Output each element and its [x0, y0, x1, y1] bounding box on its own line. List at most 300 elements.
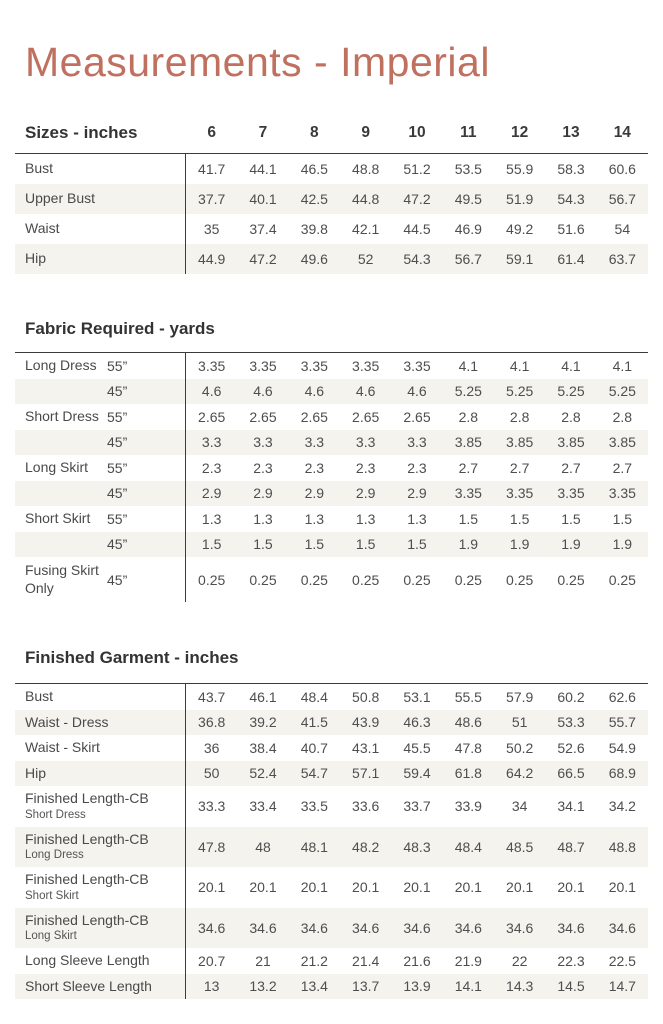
size-column-header: 13 — [562, 124, 580, 142]
row-values — [185, 974, 648, 1000]
value-cell: 5.25 — [506, 383, 534, 400]
value-cell: 2.9 — [253, 485, 273, 502]
value-cell: 1.5 — [201, 536, 222, 553]
row-label-cell — [15, 455, 107, 481]
value-cell: 1.9 — [509, 536, 530, 553]
value-cell: 14.7 — [608, 978, 636, 995]
value-cell: 2.3 — [201, 459, 222, 476]
value-cell: 2.7 — [612, 459, 633, 476]
value-cell: 4.6 — [407, 383, 427, 400]
value-cell: 51 — [511, 714, 528, 731]
value-cell: 3.35 — [506, 485, 534, 502]
value-cell: 48.4 — [454, 838, 482, 855]
value-cell: 55.9 — [506, 161, 534, 178]
value-cell: 4.1 — [612, 357, 633, 374]
row-values — [185, 430, 648, 456]
value-cell: 34.1 — [557, 798, 585, 815]
value-cell: 41.5 — [300, 714, 328, 731]
row-label: Waist — [25, 220, 60, 237]
row-label-cell — [15, 786, 185, 827]
value-cell: 45.5 — [403, 739, 431, 756]
value-cell: 1.5 — [458, 510, 479, 527]
value-cell: 1.9 — [561, 536, 581, 553]
value-cell: 1.3 — [304, 510, 325, 527]
value-cell: 44.5 — [403, 221, 431, 238]
row-label-cell — [15, 506, 107, 532]
value-cell: 47.8 — [454, 739, 482, 756]
table-row — [15, 244, 648, 274]
table-row — [15, 481, 648, 507]
value-cell: 3.3 — [407, 434, 427, 451]
value-cell: 20.1 — [608, 879, 636, 896]
table-row — [15, 908, 648, 949]
row-label-cell — [15, 481, 107, 507]
value-cell: 48 — [255, 838, 271, 855]
row-values — [185, 404, 648, 430]
row-label: Waist - Dress — [25, 713, 109, 730]
finished-table-title: Finished Garment - inches — [25, 648, 239, 668]
value-cell: 48.2 — [352, 838, 380, 855]
value-cell: 43.9 — [352, 714, 380, 731]
row-label: Short Skirt — [25, 510, 91, 527]
value-cell: 68.9 — [608, 765, 636, 782]
row-label-cell — [15, 532, 107, 558]
row-label: Finished Length-CB — [25, 830, 149, 847]
row-values — [185, 214, 648, 244]
value-cell: 2.8 — [561, 408, 581, 425]
value-cell: 38.4 — [249, 739, 277, 756]
value-cell: 3.35 — [608, 485, 636, 502]
value-cell: 2.8 — [612, 408, 633, 425]
value-cell: 48.5 — [506, 838, 534, 855]
value-cell: 2.65 — [352, 408, 380, 425]
sizes-table-header-row — [15, 123, 648, 153]
value-cell: 3.85 — [557, 434, 585, 451]
table-row — [15, 735, 648, 761]
value-cell: 3.3 — [253, 434, 273, 451]
value-cell: 54 — [614, 221, 631, 238]
row-label-cell — [15, 430, 107, 456]
row-label-cell — [15, 827, 185, 868]
value-cell: 1.5 — [304, 536, 325, 553]
row-values — [185, 867, 648, 908]
value-cell: 3.3 — [355, 434, 376, 451]
value-cell: 34.6 — [454, 919, 482, 936]
value-cell: 5.25 — [557, 383, 585, 400]
table-row — [15, 214, 648, 244]
value-cell: 48.7 — [557, 838, 585, 855]
row-label-cell — [15, 214, 185, 244]
value-cell: 48.6 — [454, 714, 482, 731]
value-cell: 53.3 — [557, 714, 585, 731]
value-cell: 2.7 — [458, 459, 479, 476]
value-cell: 51.9 — [506, 191, 534, 208]
table-row — [15, 184, 648, 214]
row-label: Finished Length-CB — [25, 871, 149, 888]
table-row — [15, 710, 648, 736]
value-cell: 48.8 — [608, 838, 636, 855]
value-cell: 56.7 — [608, 191, 636, 208]
value-cell: 3.3 — [304, 434, 325, 451]
value-cell: 21.9 — [454, 952, 482, 969]
value-cell: 47.2 — [249, 251, 277, 268]
value-cell: 34.6 — [608, 919, 636, 936]
value-cell: 41.7 — [198, 161, 226, 178]
value-cell: 2.8 — [458, 408, 479, 425]
value-cell: 44.1 — [249, 161, 277, 178]
row-label: Finished Length-CB — [25, 790, 149, 807]
value-cell: 13.4 — [300, 978, 328, 995]
row-label: Waist - Skirt — [25, 739, 100, 756]
value-cell: 3.35 — [249, 357, 277, 374]
value-cell: 2.7 — [509, 459, 530, 476]
value-cell: 33.7 — [403, 798, 431, 815]
value-cell: 46.3 — [403, 714, 431, 731]
value-cell: 34.6 — [403, 919, 431, 936]
value-cell: 34.6 — [249, 919, 277, 936]
row-label-cell — [15, 557, 107, 602]
size-column-header: 12 — [511, 124, 529, 142]
value-cell: 2.9 — [355, 485, 376, 502]
row-label-cell — [15, 974, 185, 1000]
row-values — [185, 532, 648, 558]
row-label-cell — [15, 244, 185, 274]
row-values — [185, 379, 648, 405]
value-cell: 22 — [511, 952, 528, 969]
value-cell: 34.6 — [198, 919, 226, 936]
value-cell: 34.6 — [352, 919, 380, 936]
value-cell: 35 — [203, 221, 220, 238]
value-cell: 50.2 — [506, 739, 534, 756]
row-label: Bust — [25, 688, 54, 705]
value-cell: 52.6 — [557, 739, 585, 756]
sizes-table-title: Sizes - inches — [25, 123, 138, 143]
value-cell: 54.7 — [300, 765, 328, 782]
size-column-header: 14 — [613, 124, 631, 142]
value-cell: 20.1 — [506, 879, 534, 896]
value-cell: 54.9 — [608, 739, 636, 756]
table-row — [15, 532, 648, 558]
table-row — [15, 154, 648, 184]
value-cell: 1.5 — [355, 536, 376, 553]
value-cell: 46.5 — [300, 161, 328, 178]
value-cell: 0.25 — [557, 571, 585, 588]
value-cell: 52.4 — [249, 765, 277, 782]
fabric-width-cell: 55” — [107, 510, 128, 527]
value-cell: 1.5 — [509, 510, 530, 527]
fabric-width-cell: 55” — [107, 408, 128, 425]
row-label-cell — [15, 154, 185, 184]
value-cell: 53.1 — [403, 688, 431, 705]
value-cell: 0.25 — [403, 571, 431, 588]
value-cell: 4.6 — [304, 383, 325, 400]
row-label: Long Sleeve Length — [25, 952, 150, 969]
row-label-cell — [15, 761, 185, 787]
row-values — [185, 557, 648, 602]
row-values — [185, 455, 648, 481]
row-label-cell — [15, 867, 185, 908]
value-cell: 14.3 — [506, 978, 534, 995]
row-values — [185, 827, 648, 868]
value-cell: 3.35 — [403, 357, 431, 374]
row-label: Short Dress — [25, 408, 99, 425]
value-cell: 48.3 — [403, 838, 431, 855]
table-row — [15, 430, 648, 456]
value-cell: 1.5 — [612, 510, 633, 527]
value-cell: 57.9 — [506, 688, 534, 705]
size-column-header: 8 — [310, 124, 319, 142]
value-cell: 51.6 — [557, 221, 585, 238]
fabric-width-cell: 45” — [107, 434, 128, 451]
row-label-cell — [15, 684, 185, 710]
value-cell: 2.9 — [201, 485, 222, 502]
value-cell: 66.5 — [557, 765, 585, 782]
fabric-width-cell: 45” — [107, 536, 128, 553]
row-values — [185, 786, 648, 827]
table-row — [15, 506, 648, 532]
value-cell: 4.1 — [458, 357, 479, 374]
value-cell: 3.3 — [201, 434, 222, 451]
row-sublabel: Short Dress — [25, 808, 86, 821]
row-values — [185, 506, 648, 532]
value-cell: 33.5 — [300, 798, 328, 815]
fabric-width-cell: 45” — [107, 571, 128, 588]
value-cell: 34.6 — [300, 919, 328, 936]
value-cell: 1.9 — [458, 536, 479, 553]
value-cell: 54.3 — [403, 251, 431, 268]
fabric-table-title: Fabric Required - yards — [25, 319, 215, 339]
size-column-header: 7 — [258, 124, 268, 142]
row-label: Upper Bust — [25, 190, 96, 207]
value-cell: 2.8 — [509, 408, 530, 425]
value-cell: 49.2 — [506, 221, 534, 238]
value-cell: 37.4 — [249, 221, 277, 238]
value-cell: 44.8 — [352, 191, 380, 208]
value-cell: 34.6 — [557, 919, 585, 936]
value-cell: 0.25 — [300, 571, 328, 588]
row-label-cell — [15, 353, 107, 379]
row-sublabel: Long Dress — [25, 849, 84, 862]
size-column-header: 11 — [460, 124, 477, 142]
value-cell: 5.25 — [608, 383, 636, 400]
value-cell: 33.9 — [454, 798, 482, 815]
value-cell: 53.5 — [454, 161, 482, 178]
value-cell: 20.1 — [454, 879, 482, 896]
value-cell: 56.7 — [454, 251, 482, 268]
row-label: Hip — [25, 250, 47, 267]
fabric-width-cell: 45” — [107, 485, 128, 502]
value-cell: 2.65 — [300, 408, 328, 425]
value-cell: 33.4 — [249, 798, 277, 815]
row-values — [185, 353, 648, 379]
fabric-width-cell: 55” — [107, 459, 128, 476]
finished-table-body — [15, 683, 648, 999]
value-cell: 49.6 — [300, 251, 328, 268]
value-cell: 20.1 — [198, 879, 226, 896]
row-label-cell — [15, 404, 107, 430]
row-label: Finished Length-CB — [25, 911, 149, 928]
size-column-headers — [185, 124, 648, 142]
value-cell: 1.3 — [253, 510, 273, 527]
value-cell: 2.9 — [304, 485, 325, 502]
value-cell: 50.8 — [352, 688, 380, 705]
value-cell: 46.1 — [249, 688, 277, 705]
value-cell: 4.6 — [355, 383, 376, 400]
fabric-table-body — [15, 352, 648, 602]
value-cell: 20.1 — [249, 879, 277, 896]
value-cell: 33.6 — [352, 798, 380, 815]
row-label-cell — [15, 379, 107, 405]
row-values — [185, 244, 648, 274]
fabric-width-cell: 55” — [107, 357, 128, 374]
value-cell: 39.8 — [300, 221, 328, 238]
value-cell: 20.1 — [403, 879, 431, 896]
size-column-header: 10 — [408, 124, 426, 142]
table-row — [15, 827, 648, 868]
value-cell: 64.2 — [506, 765, 534, 782]
row-label: Long Dress — [25, 357, 97, 374]
value-cell: 40.7 — [300, 739, 328, 756]
value-cell: 34 — [511, 798, 528, 815]
value-cell: 22.5 — [608, 952, 636, 969]
value-cell: 33.3 — [198, 798, 226, 815]
value-cell: 43.7 — [198, 688, 226, 705]
size-column-header: 9 — [361, 124, 370, 142]
table-row — [15, 404, 648, 430]
value-cell: 61.8 — [454, 765, 482, 782]
value-cell: 61.4 — [557, 251, 585, 268]
value-cell: 21.4 — [352, 952, 380, 969]
value-cell: 47.2 — [403, 191, 431, 208]
value-cell: 0.25 — [198, 571, 226, 588]
table-row — [15, 974, 648, 1000]
table-row — [15, 786, 648, 827]
value-cell: 21.2 — [300, 952, 328, 969]
sizes-table-section — [15, 123, 648, 274]
value-cell: 3.85 — [608, 434, 636, 451]
fabric-width-cell: 45” — [107, 383, 128, 400]
value-cell: 13.2 — [249, 978, 277, 995]
value-cell: 20.1 — [300, 879, 328, 896]
value-cell: 4.6 — [253, 383, 273, 400]
value-cell: 48.4 — [300, 688, 328, 705]
table-row — [15, 761, 648, 787]
value-cell: 14.1 — [454, 978, 482, 995]
value-cell: 60.2 — [557, 688, 585, 705]
value-cell: 1.5 — [407, 536, 427, 553]
value-cell: 21.6 — [403, 952, 431, 969]
value-cell: 52 — [357, 251, 374, 268]
value-cell: 3.85 — [454, 434, 482, 451]
finished-table-section — [15, 648, 648, 999]
value-cell: 3.85 — [506, 434, 534, 451]
value-cell: 55.7 — [608, 714, 636, 731]
row-values — [185, 154, 648, 184]
row-sublabel: Short Skirt — [25, 889, 79, 902]
row-label: Long Skirt — [25, 459, 89, 476]
value-cell: 21 — [255, 952, 271, 969]
value-cell: 34.2 — [608, 798, 636, 815]
row-values — [185, 735, 648, 761]
row-values — [185, 684, 648, 710]
value-cell: 3.35 — [352, 357, 380, 374]
value-cell: 2.3 — [253, 459, 273, 476]
row-values — [185, 908, 648, 949]
sizes-table-body — [15, 153, 648, 274]
value-cell: 1.5 — [561, 510, 581, 527]
row-label-cell — [15, 948, 185, 974]
value-cell: 13.7 — [352, 978, 380, 995]
value-cell: 13 — [203, 978, 220, 995]
value-cell: 0.25 — [352, 571, 380, 588]
value-cell: 36.8 — [198, 714, 226, 731]
row-label-cell — [15, 184, 185, 214]
value-cell: 42.1 — [352, 221, 380, 238]
table-row — [15, 557, 648, 602]
value-cell: 20.1 — [352, 879, 380, 896]
page-title: Measurements - Imperial — [25, 39, 490, 85]
value-cell: 36 — [203, 739, 220, 756]
value-cell: 4.1 — [561, 357, 581, 374]
value-cell: 54.3 — [557, 191, 585, 208]
value-cell: 1.9 — [612, 536, 633, 553]
value-cell: 20.7 — [198, 952, 226, 969]
table-row — [15, 684, 648, 710]
value-cell: 2.3 — [355, 459, 376, 476]
row-label-cell — [15, 710, 185, 736]
row-values — [185, 481, 648, 507]
row-values — [185, 184, 648, 214]
value-cell: 0.25 — [506, 571, 534, 588]
value-cell: 22.3 — [557, 952, 585, 969]
row-label-cell — [15, 908, 185, 949]
value-cell: 0.25 — [249, 571, 277, 588]
value-cell: 0.25 — [608, 571, 636, 588]
value-cell: 2.65 — [403, 408, 431, 425]
value-cell: 59.1 — [506, 251, 534, 268]
value-cell: 0.25 — [454, 571, 482, 588]
value-cell: 2.9 — [407, 485, 427, 502]
value-cell: 50 — [203, 765, 220, 782]
value-cell: 13.9 — [403, 978, 431, 995]
value-cell: 43.1 — [352, 739, 380, 756]
value-cell: 1.3 — [201, 510, 222, 527]
value-cell: 59.4 — [403, 765, 431, 782]
table-row — [15, 867, 648, 908]
value-cell: 3.35 — [557, 485, 585, 502]
value-cell: 4.6 — [201, 383, 222, 400]
value-cell: 46.9 — [454, 221, 482, 238]
value-cell: 34.6 — [506, 919, 534, 936]
value-cell: 42.5 — [300, 191, 328, 208]
value-cell: 14.5 — [557, 978, 585, 995]
row-label: Short Sleeve Length — [25, 977, 152, 994]
value-cell: 2.65 — [198, 408, 226, 425]
value-cell: 60.6 — [608, 161, 636, 178]
value-cell: 62.6 — [608, 688, 636, 705]
value-cell: 40.1 — [249, 191, 277, 208]
table-row — [15, 379, 648, 405]
value-cell: 48.1 — [300, 838, 328, 855]
row-label: Bust — [25, 160, 54, 177]
value-cell: 20.1 — [557, 879, 585, 896]
table-row — [15, 353, 648, 379]
value-cell: 2.3 — [304, 459, 325, 476]
value-cell: 2.65 — [249, 408, 277, 425]
value-cell: 1.3 — [355, 510, 376, 527]
value-cell: 2.3 — [407, 459, 427, 476]
row-values — [185, 710, 648, 736]
